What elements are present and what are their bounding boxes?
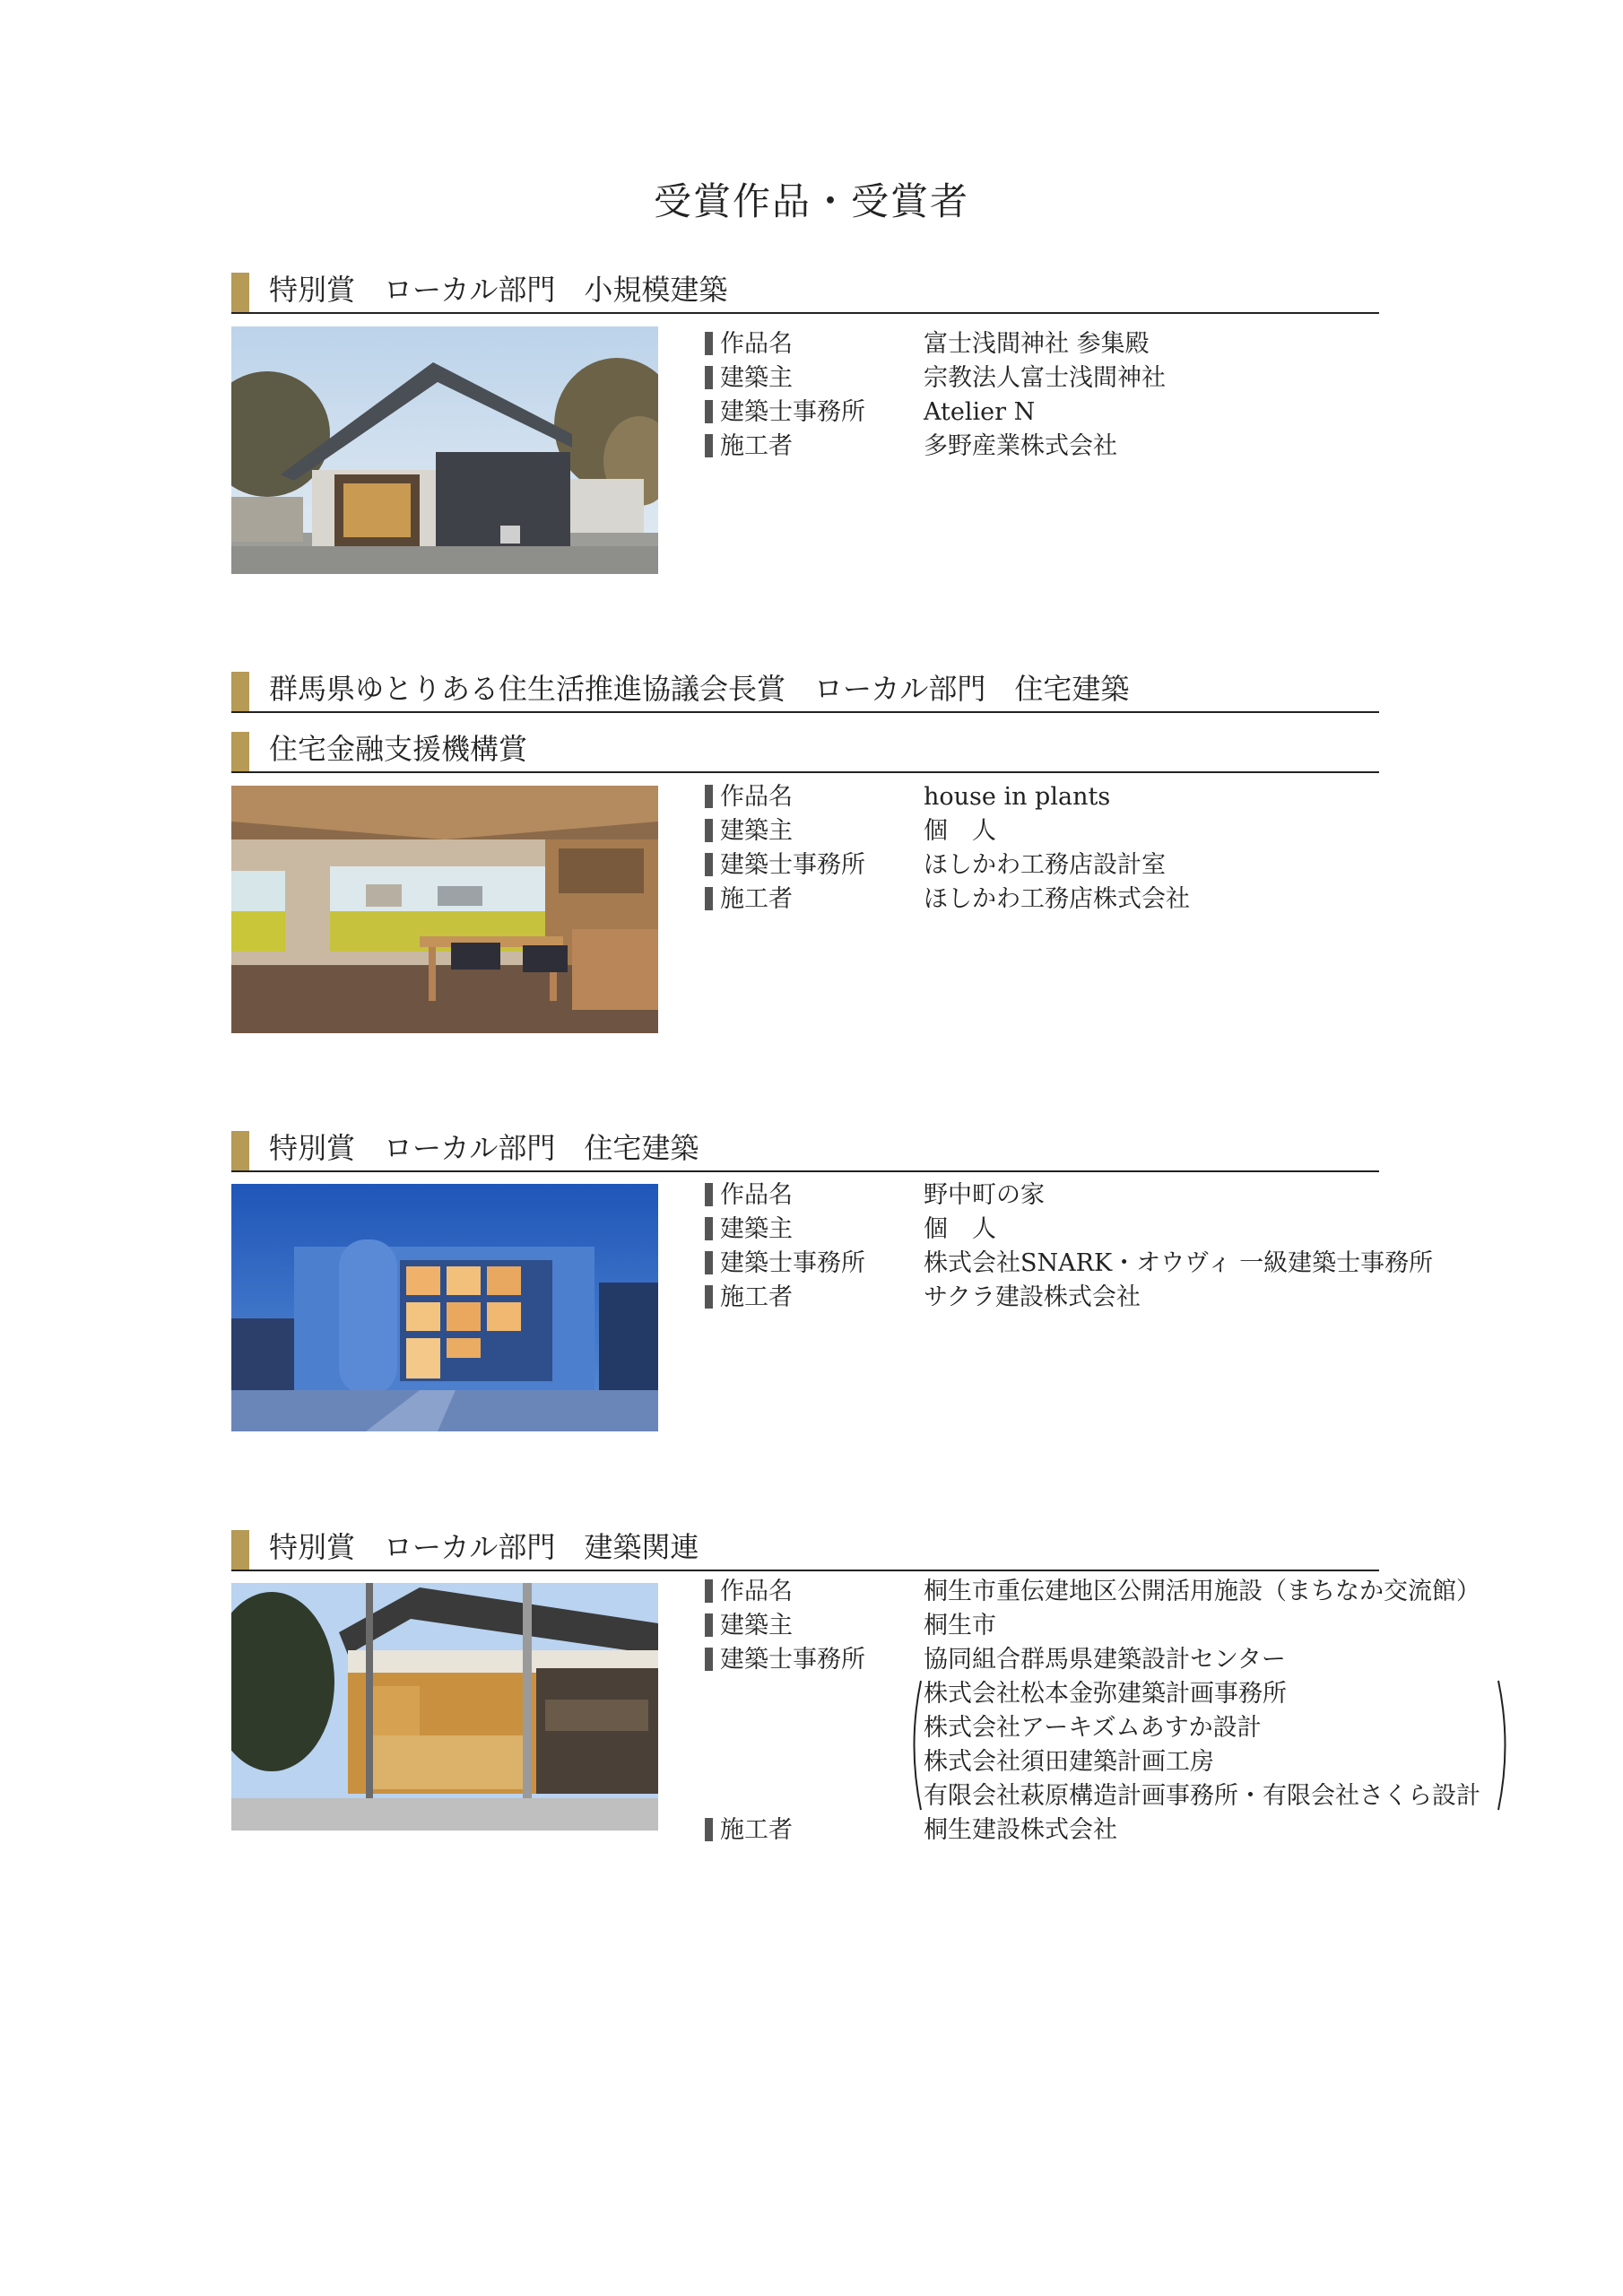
- builder-row: [705, 883, 1557, 917]
- work-row: [705, 1178, 1557, 1213]
- work-value: 桐生市重伝建地区公開活用施設（まちなか交流館）: [924, 1578, 1480, 1605]
- architect-partner-value: 株式会社松本金弥建築計画事務所: [924, 1680, 1287, 1708]
- award-heading: [231, 269, 1379, 314]
- architect-value: 株式会社SNARK・オウヴィ 一級建築士事務所: [924, 1249, 1434, 1277]
- owner-label: 建築主: [720, 364, 793, 392]
- architect-row: [705, 1643, 1557, 1677]
- owner-value: 宗教法人富士浅間神社: [924, 364, 1166, 392]
- builder-label: 施工者: [720, 432, 793, 460]
- builder-row: [705, 430, 1557, 464]
- entry-info: [705, 1178, 1557, 1315]
- award-marker: [231, 1530, 249, 1570]
- architect-partner-value: 有限会社萩原構造計画事務所・有限会社さくら設計: [924, 1782, 1480, 1810]
- entry-info: [705, 780, 1557, 917]
- row-marker: [705, 400, 713, 423]
- owner-row: [705, 361, 1557, 396]
- owner-row: [705, 814, 1557, 848]
- award-heading: [231, 1526, 1379, 1571]
- owner-row: [705, 1609, 1557, 1643]
- builder-value: ほしかわ工務店株式会社: [924, 885, 1190, 913]
- architect-partner-row: [705, 1711, 1557, 1745]
- row-marker: [705, 1648, 713, 1671]
- row-marker: [705, 1818, 713, 1841]
- award-heading: [231, 668, 1379, 713]
- row-marker: [705, 853, 713, 876]
- architect-label: 建築士事務所: [720, 851, 865, 879]
- architect-value: Atelier N: [924, 398, 1036, 426]
- work-row: [705, 1575, 1557, 1609]
- builder-value: 多野産業株式会社: [924, 432, 1117, 460]
- award-label: 特別賞 ローカル部門 建築関連: [269, 1530, 699, 1564]
- architect-value: 協同組合群馬県建築設計センター: [924, 1646, 1286, 1674]
- architect-partner-row: [705, 1779, 1557, 1813]
- work-label: 作品名: [720, 1181, 793, 1209]
- page-title: 受賞作品・受賞者: [653, 179, 969, 223]
- award-label: 群馬県ゆとりある住生活推進協議会長賞 ローカル部門 住宅建築: [269, 672, 1130, 706]
- builder-value: 桐生建設株式会社: [924, 1816, 1117, 1844]
- work-photo-nonakacho-house: [231, 1184, 658, 1431]
- work-label: 作品名: [720, 330, 793, 358]
- award-label: 特別賞 ローカル部門 住宅建築: [269, 1131, 699, 1165]
- work-label: 作品名: [720, 1578, 793, 1605]
- row-marker: [705, 785, 713, 808]
- builder-row: [705, 1281, 1557, 1315]
- architect-label: 建築士事務所: [720, 398, 865, 426]
- owner-label: 建築主: [720, 1612, 793, 1639]
- row-marker: [705, 1217, 713, 1240]
- entry-info: [705, 327, 1557, 464]
- builder-label: 施工者: [720, 1816, 793, 1844]
- award-heading: [231, 728, 1379, 773]
- architect-value: ほしかわ工務店設計室: [924, 851, 1166, 879]
- work-value: 野中町の家: [924, 1181, 1045, 1209]
- builder-row: [705, 1813, 1557, 1848]
- owner-value: 桐生市: [924, 1612, 996, 1639]
- owner-label: 建築主: [720, 817, 793, 845]
- owner-value: 個 人: [924, 1215, 996, 1243]
- award-heading: [231, 1127, 1379, 1172]
- architect-label: 建築士事務所: [720, 1249, 865, 1277]
- architect-partner-row: [705, 1677, 1557, 1711]
- builder-value: サクラ建設株式会社: [924, 1283, 1141, 1311]
- owner-value: 個 人: [924, 817, 996, 845]
- work-value: house in plants: [924, 783, 1111, 811]
- builder-label: 施工者: [720, 885, 793, 913]
- row-marker: [705, 1613, 713, 1637]
- owner-row: [705, 1213, 1557, 1247]
- row-marker: [705, 887, 713, 910]
- owner-label: 建築主: [720, 1215, 793, 1243]
- row-marker: [705, 1251, 713, 1274]
- entry-info: [705, 1575, 1557, 1848]
- row-marker: [705, 1579, 713, 1603]
- work-label: 作品名: [720, 783, 793, 811]
- architect-partner-value: 株式会社アーキズムあすか設計: [924, 1714, 1262, 1742]
- work-photo-house-in-plants: [231, 786, 658, 1033]
- award-marker: [231, 273, 249, 312]
- architect-row: [705, 396, 1557, 430]
- right-bracket: [1496, 1679, 1514, 1812]
- work-photo-machinaka-center: [231, 1583, 658, 1831]
- architect-label: 建築士事務所: [720, 1646, 865, 1674]
- work-photo-shrine-hall: [231, 326, 658, 574]
- row-marker: [705, 434, 713, 457]
- row-marker: [705, 1183, 713, 1206]
- row-marker: [705, 1285, 713, 1309]
- left-bracket: [906, 1679, 924, 1812]
- architect-row: [705, 1247, 1557, 1281]
- work-value: 富士浅間神社 参集殿: [924, 330, 1150, 358]
- architect-partner-value: 株式会社須田建築計画工房: [924, 1748, 1214, 1776]
- award-label: 特別賞 ローカル部門 小規模建築: [269, 273, 728, 307]
- award-marker: [231, 732, 249, 771]
- award-marker: [231, 1131, 249, 1170]
- architect-row: [705, 848, 1557, 883]
- work-row: [705, 327, 1557, 361]
- award-label: 住宅金融支援機構賞: [269, 732, 528, 766]
- row-marker: [705, 366, 713, 389]
- award-marker: [231, 672, 249, 711]
- row-marker: [705, 332, 713, 355]
- work-row: [705, 780, 1557, 814]
- row-marker: [705, 819, 713, 842]
- builder-label: 施工者: [720, 1283, 793, 1311]
- architect-partner-row: [705, 1745, 1557, 1779]
